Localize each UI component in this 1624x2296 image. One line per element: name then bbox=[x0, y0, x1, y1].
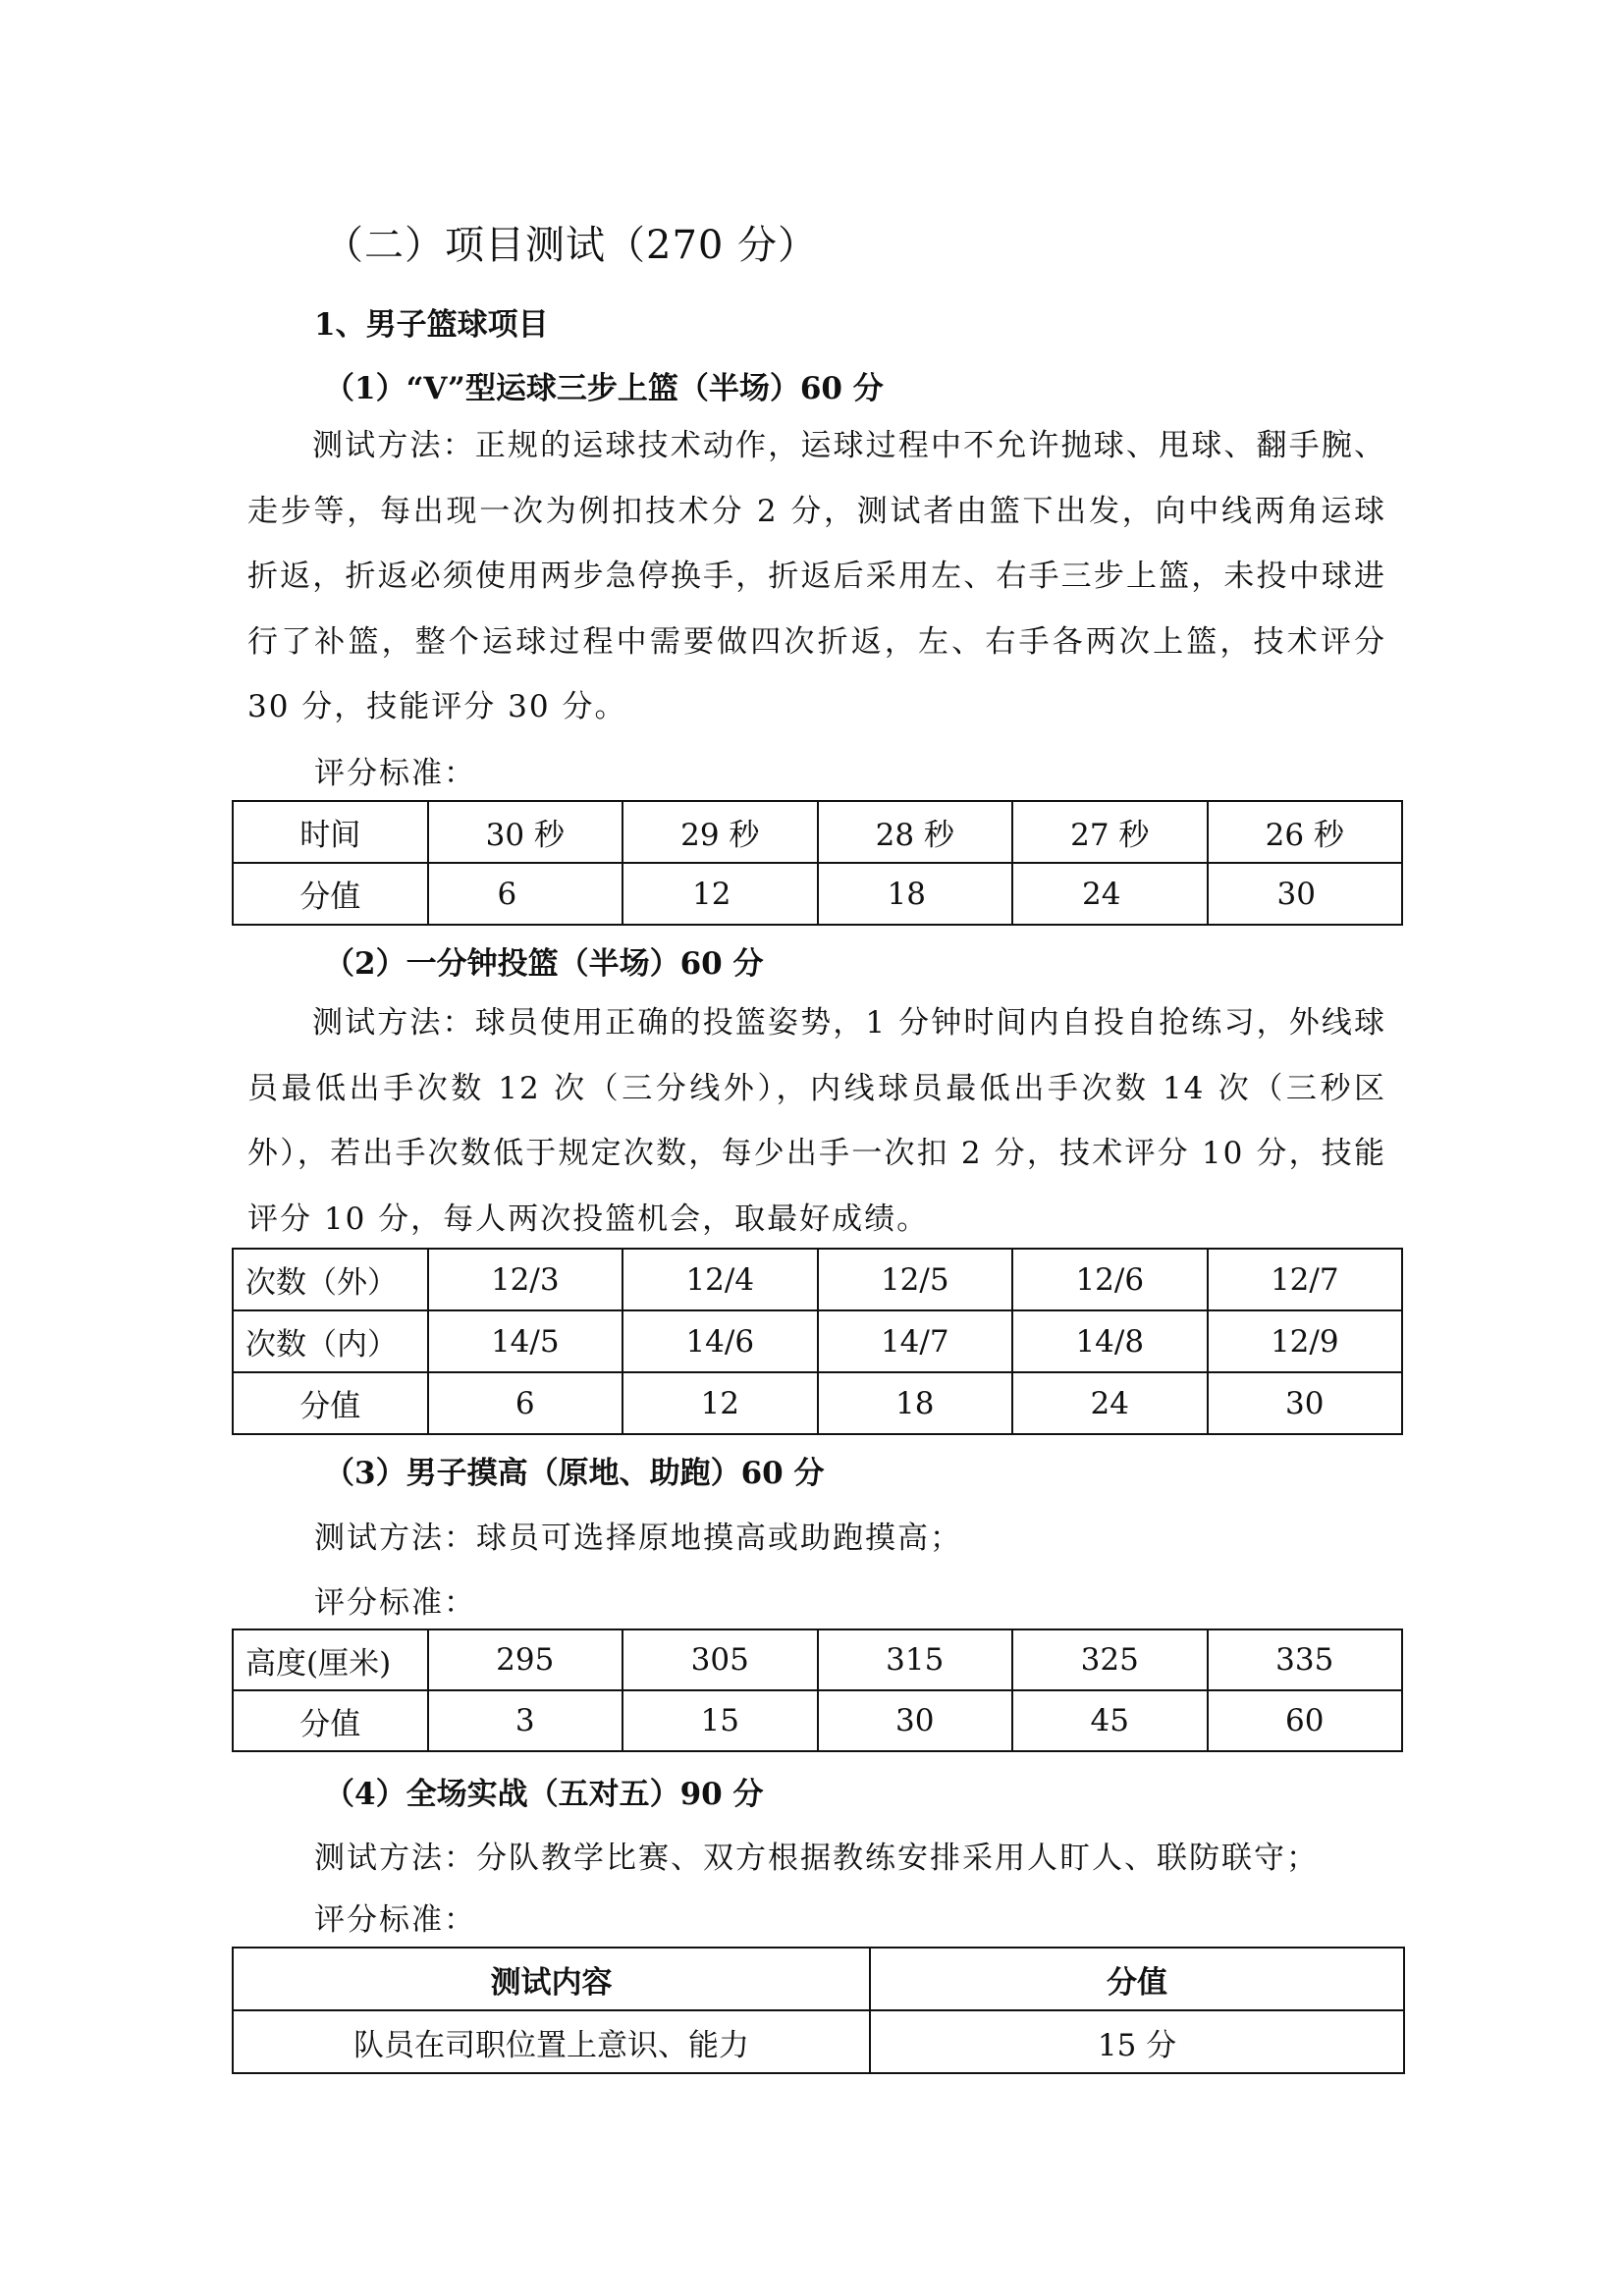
section-title: （二）项目测试（270 分） bbox=[324, 223, 819, 268]
item-1-score-table bbox=[232, 800, 1403, 926]
item-2-score-table bbox=[232, 1248, 1403, 1435]
table-cell: 26 秒 bbox=[1208, 801, 1403, 863]
item-4-method: 测试方法：分队教学比赛、双方根据教练安排采用人盯人、联防联守； bbox=[314, 1841, 1319, 1876]
table-cell: 12 bbox=[623, 1372, 818, 1434]
table-cell: 45 bbox=[1012, 1690, 1208, 1751]
table-cell: 30 bbox=[1208, 1372, 1403, 1434]
table-cell: 335 bbox=[1208, 1629, 1403, 1690]
table-cell: 24 bbox=[1012, 1372, 1208, 1434]
subsection-title: 1、男子篮球项目 bbox=[314, 307, 549, 343]
table-header-cell: 分值 bbox=[870, 1948, 1404, 2010]
table-cell: 14/7 bbox=[818, 1310, 1013, 1372]
table-cell: 3 bbox=[428, 1690, 623, 1751]
table-cell: 325 bbox=[1012, 1629, 1208, 1690]
table-cell: 305 bbox=[623, 1629, 818, 1690]
item-4-title: （4）全场实战（五对五）90 分 bbox=[324, 1777, 764, 1812]
item-1-title: （1）“V”型运球三步上篮（半场）60 分 bbox=[324, 371, 884, 406]
table-cell: 295 bbox=[428, 1629, 623, 1690]
table-cell: 时间 bbox=[233, 801, 428, 863]
table-row bbox=[233, 2010, 1404, 2073]
table-cell: 12/5 bbox=[818, 1249, 1013, 1310]
table-row bbox=[233, 1249, 1402, 1310]
item-3-score-table bbox=[232, 1629, 1403, 1752]
table-row bbox=[233, 1629, 1402, 1690]
item-4-criteria-label: 评分标准： bbox=[314, 1902, 476, 1938]
table-cell: 12/9 bbox=[1208, 1310, 1403, 1372]
table-cell: 分值 bbox=[233, 1372, 428, 1434]
table-cell: 24 bbox=[1012, 863, 1208, 925]
table-row bbox=[233, 801, 1402, 863]
table-row bbox=[233, 1372, 1402, 1434]
table-cell: 分值 bbox=[233, 1690, 428, 1751]
table-cell: 12/7 bbox=[1208, 1249, 1403, 1310]
table-cell: 14/8 bbox=[1012, 1310, 1208, 1372]
table-cell: 30 bbox=[818, 1690, 1013, 1751]
table-cell: 28 秒 bbox=[818, 801, 1013, 863]
table-cell: 15 分 bbox=[870, 2010, 1404, 2073]
table-cell: 315 bbox=[818, 1629, 1013, 1690]
table-row bbox=[233, 1690, 1402, 1751]
item-4-score-table bbox=[232, 1947, 1405, 2074]
table-cell: 14/5 bbox=[428, 1310, 623, 1372]
table-cell: 12/4 bbox=[623, 1249, 818, 1310]
table-cell: 18 bbox=[818, 1372, 1013, 1434]
item-1-method: 测试方法：正规的运球技术动作，运球过程中不允许抛球、甩球、翻手腕、走步等，每出现一次为例扣技术分 2 分，测试者由篮下出发，向中线两角运球折返，折返必须使用两步急停换手，折返后采用左、右手三步上篮，未投中球进行了补篮，整个运球过程中需要做四次折返，左、右手各两次上篮，技术评分 30 分，技能评分 30 分。 bbox=[247, 428, 1386, 724]
table-cell: 队员在司职位置上意识、能力 bbox=[233, 2010, 870, 2073]
table-cell: 高度(厘米) bbox=[233, 1629, 428, 1690]
table-cell: 12 bbox=[623, 863, 818, 925]
table-cell: 29 秒 bbox=[623, 801, 818, 863]
table-cell: 27 秒 bbox=[1012, 801, 1208, 863]
table-cell: 30 秒 bbox=[428, 801, 623, 863]
table-header-row bbox=[233, 1948, 1404, 2010]
table-cell: 分值 bbox=[233, 863, 428, 925]
item-3-method: 测试方法：球员可选择原地摸高或助跑摸高； bbox=[314, 1521, 962, 1556]
item-2-method: 测试方法：球员使用正确的投篮姿势，1 分钟时间内自投自抢练习，外线球员最低出手次数 12 次（三分线外），内线球员最低出手次数 14 次（三秒区外），若出手次数低于规定次数，每少出手一次扣 2 分，技术评分 10 分，技能评分 10 分，每人两次投篮机会，取最好成绩。 bbox=[247, 1005, 1386, 1237]
item-2-title: （2）一分钟投篮（半场）60 分 bbox=[324, 946, 764, 982]
table-row bbox=[233, 1310, 1402, 1372]
item-3-title: （3）男子摸高（原地、助跑）60 分 bbox=[324, 1456, 825, 1491]
table-cell: 15 bbox=[623, 1690, 818, 1751]
table-row bbox=[233, 863, 1402, 925]
table-cell: 60 bbox=[1208, 1690, 1403, 1751]
table-cell: 18 bbox=[818, 863, 1013, 925]
table-header-cell: 测试内容 bbox=[233, 1948, 870, 2010]
item-1-criteria-label: 评分标准： bbox=[314, 756, 476, 791]
table-cell: 次数（内） bbox=[233, 1310, 428, 1372]
item-3-criteria-label: 评分标准： bbox=[314, 1585, 476, 1621]
table-cell: 12/3 bbox=[428, 1249, 623, 1310]
table-cell: 6 bbox=[428, 1372, 623, 1434]
table-cell: 30 bbox=[1208, 863, 1403, 925]
table-cell: 12/6 bbox=[1012, 1249, 1208, 1310]
table-cell: 6 bbox=[428, 863, 623, 925]
table-cell: 14/6 bbox=[623, 1310, 818, 1372]
table-cell: 次数（外） bbox=[233, 1249, 428, 1310]
